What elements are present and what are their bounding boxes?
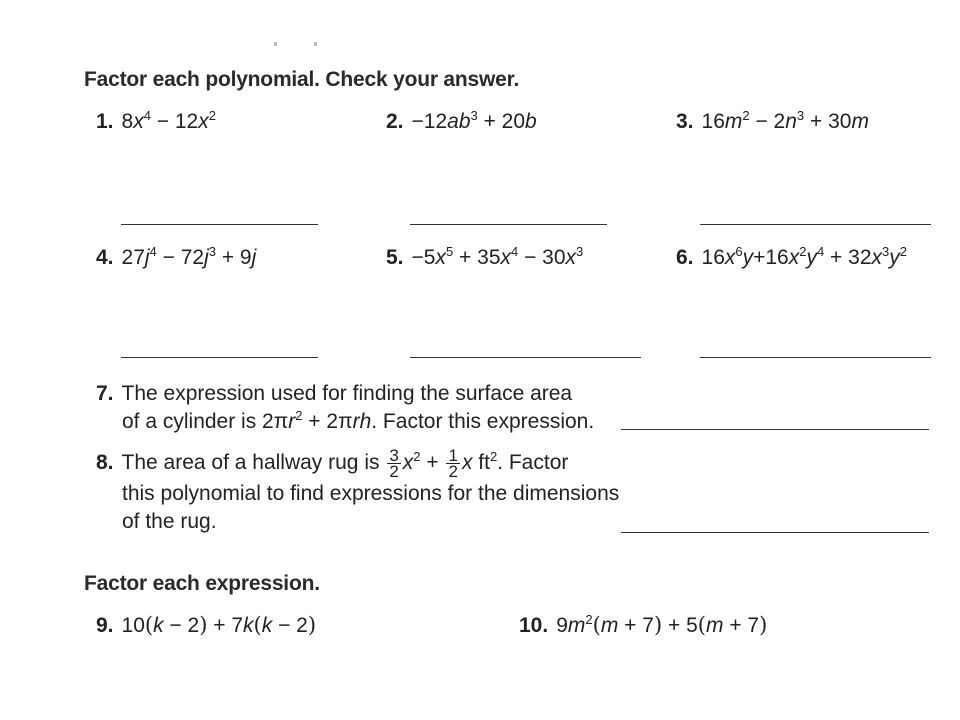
problem-9: 9. 10(k − 2) + 7k(k − 2) bbox=[96, 613, 317, 637]
problem-number: 8. bbox=[96, 451, 114, 474]
section-heading-polynomials: Factor each polynomial. Check your answer. bbox=[84, 68, 520, 91]
problem-4: 4. $27j^4 - 72j^3 + 9j$ bbox=[96, 244, 257, 269]
problem-8-line-2: this polynomial to find expressions for the dimensions bbox=[122, 482, 620, 505]
problem-number: 4. bbox=[96, 246, 114, 269]
problem-number: 7. bbox=[96, 382, 114, 405]
problem-7 bbox=[96, 380, 594, 436]
answer-line-1[interactable] bbox=[121, 224, 318, 225]
problem-2: 2. $-12ab^3 + 20b$ bbox=[386, 108, 537, 133]
problem-1: 1. $8x^4 - 12x^2$ bbox=[96, 108, 216, 133]
problem-6: 6. $16x^6y+16x^2y^4 + 32x^3y^2$ bbox=[676, 244, 907, 269]
problem-number: 9. bbox=[96, 614, 114, 637]
problem-8-line-3: of the rug. bbox=[122, 510, 217, 533]
problem-number: 10. bbox=[519, 614, 549, 637]
scan-artifact bbox=[270, 40, 330, 50]
problem-10: 10. $9m^2(m + 7) + 5(m + 7)$ bbox=[519, 612, 768, 637]
problem-5: 5. $-5x^5 + 35x^4 - 30x^3$ bbox=[386, 244, 584, 269]
problem-number: 5. bbox=[386, 246, 404, 269]
problem-8-line-1: 8. The area of a hallway rug is $\frac{3}{2}$ $x^2$ + $\frac{1}{2}$ x $ft^2$. Factor bbox=[96, 445, 569, 481]
answer-line-3[interactable] bbox=[700, 224, 931, 225]
answer-line-8[interactable] bbox=[621, 532, 929, 533]
problem-number: 1. bbox=[96, 110, 114, 133]
problem-3: 3. $16m^2 - 2n^3 + 30m$ bbox=[676, 108, 869, 133]
problem-number: 3. bbox=[676, 110, 694, 133]
answer-line-2[interactable] bbox=[410, 224, 607, 225]
section-heading-expressions: Factor each expression. bbox=[84, 572, 320, 595]
answer-line-6[interactable] bbox=[700, 357, 931, 358]
problem-7-line-2: of a cylinder is $2\pi r^2 + 2\pi rh$. Factor this expression. bbox=[122, 408, 595, 433]
answer-line-4[interactable] bbox=[121, 357, 318, 358]
problem-number: 2. bbox=[386, 110, 404, 133]
answer-line-5[interactable] bbox=[410, 357, 641, 358]
answer-line-7[interactable] bbox=[621, 429, 929, 430]
problem-number: 6. bbox=[676, 246, 694, 269]
problem-8 bbox=[96, 446, 619, 536]
problem-7-line-1: The expression used for finding the surface area bbox=[121, 382, 573, 405]
